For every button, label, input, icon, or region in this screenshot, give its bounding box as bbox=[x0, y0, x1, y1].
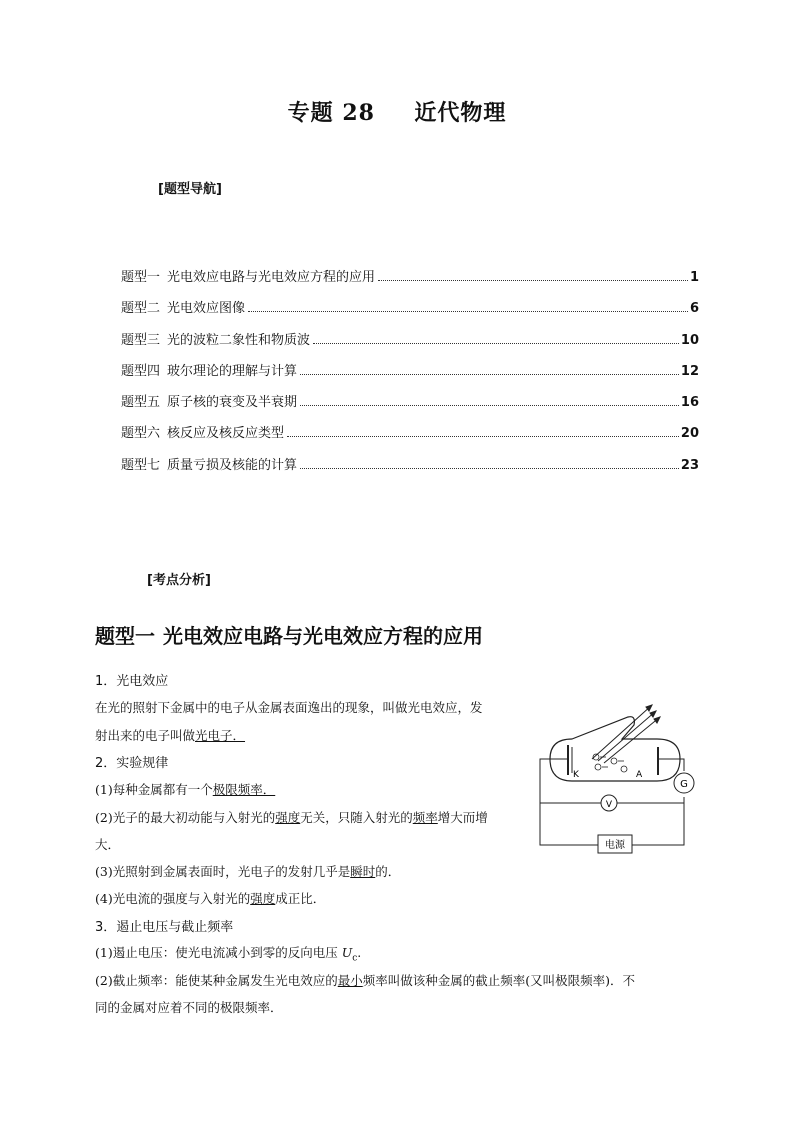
nav-label: [题型导航] bbox=[158, 182, 222, 197]
table-of-contents bbox=[121, 266, 699, 485]
toc-num: 题型四 bbox=[121, 363, 161, 379]
text-span: 频率叫做该种金属的截止频率(又叫极限频率)．不 bbox=[362, 973, 635, 988]
title-number: 28 bbox=[342, 100, 375, 126]
toc-text: 核反应及核反应类型 bbox=[167, 426, 285, 442]
cathode-label: K bbox=[573, 770, 579, 780]
text-span: (3)光照射到金属表面时，光电子的发射几乎是 bbox=[95, 864, 351, 879]
toc-leader bbox=[248, 311, 688, 312]
cathode bbox=[568, 745, 572, 775]
toc-leader bbox=[313, 343, 679, 344]
text-span: 射出来的电子叫做 bbox=[95, 728, 196, 743]
toc-page: 16 bbox=[680, 395, 699, 411]
toc-num: 题型六 bbox=[121, 426, 161, 442]
text-span: . bbox=[357, 945, 362, 960]
paragraph-line bbox=[95, 808, 488, 826]
toc-row[interactable] bbox=[121, 297, 699, 328]
toc-leader bbox=[378, 280, 688, 281]
toc-row[interactable] bbox=[121, 360, 699, 391]
underlined-term: 光电子． bbox=[195, 728, 246, 743]
toc-page: 1 bbox=[689, 270, 699, 285]
symbol-u: U bbox=[341, 945, 353, 960]
toc-page: 23 bbox=[680, 457, 699, 473]
toc-row[interactable] bbox=[121, 329, 699, 360]
subheading-3: 3．遏止电压与截止频率 bbox=[95, 920, 234, 935]
toc-text: 质量亏损及核能的计算 bbox=[167, 457, 298, 473]
text-span: (1)每种金属都有一个 bbox=[95, 782, 213, 797]
power-label: 电源 bbox=[605, 840, 625, 851]
paragraph-line: 大． bbox=[95, 837, 121, 852]
toc-page: 20 bbox=[680, 426, 699, 442]
page-title bbox=[0, 96, 794, 127]
toc-row[interactable] bbox=[121, 454, 699, 485]
toc-text: 光电效应图像 bbox=[167, 301, 246, 317]
text-span: 增大而增 bbox=[437, 810, 488, 825]
paragraph-line: 同的金属对应着不同的极限频率． bbox=[95, 1000, 283, 1015]
symbol-sub: c bbox=[352, 953, 358, 964]
text-span: 成正比． bbox=[275, 891, 326, 906]
toc-text: 原子核的衰变及半衰期 bbox=[167, 395, 298, 411]
photoelectric-circuit-diagram bbox=[532, 697, 702, 857]
galvanometer-label: G bbox=[680, 779, 688, 790]
subheading-1: 1．光电效应 bbox=[95, 674, 169, 689]
toc-row[interactable] bbox=[121, 422, 699, 453]
text-span: (2)截止频率：能使某种金属发生光电效应的 bbox=[95, 973, 338, 988]
voltmeter-label: V bbox=[605, 800, 613, 810]
toc-num: 题型三 bbox=[121, 332, 161, 348]
section-heading bbox=[95, 620, 483, 649]
toc-page: 12 bbox=[680, 363, 699, 379]
text-span: (4)光电流的强度与入射光的 bbox=[95, 891, 251, 906]
paragraph-line bbox=[95, 862, 400, 880]
section-num: 题型一 bbox=[95, 624, 155, 648]
text-span: (1)遏止电压：使光电流减小到零的反向电压 bbox=[95, 945, 342, 960]
toc-text: 玻尔理论的理解与计算 bbox=[167, 363, 298, 379]
text-span: 无关，只随入射光的 bbox=[300, 810, 413, 825]
text-span: 的． bbox=[375, 864, 401, 879]
analysis-label: [考点分析] bbox=[147, 573, 211, 588]
title-part1: 专题 bbox=[287, 100, 334, 126]
underlined-term: 强度 bbox=[275, 810, 301, 825]
toc-leader bbox=[300, 405, 679, 406]
section-title: 光电效应电路与光电效应方程的应用 bbox=[163, 624, 483, 648]
underlined-term: 瞬时 bbox=[350, 864, 376, 879]
underlined-term: 频率 bbox=[412, 810, 438, 825]
toc-text: 光的波粒二象性和物质波 bbox=[167, 332, 311, 348]
toc-leader bbox=[300, 468, 679, 469]
paragraph-line bbox=[95, 971, 635, 989]
title-part2: 近代物理 bbox=[414, 100, 507, 126]
toc-row[interactable] bbox=[121, 391, 699, 422]
anode-label: A bbox=[636, 770, 643, 780]
toc-leader bbox=[287, 436, 679, 437]
toc-text: 光电效应电路与光电效应方程的应用 bbox=[167, 270, 376, 285]
paragraph-line bbox=[95, 943, 361, 964]
toc-num: 题型五 bbox=[121, 395, 161, 411]
paragraph-line bbox=[95, 889, 325, 907]
underlined-term: 极限频率． bbox=[212, 782, 276, 797]
paragraph-line bbox=[95, 780, 275, 798]
vacuum-tube bbox=[550, 717, 680, 781]
electrons bbox=[593, 754, 627, 772]
toc-num: 题型七 bbox=[121, 457, 161, 473]
toc-page: 6 bbox=[689, 301, 699, 317]
subheading-2: 2．实验规律 bbox=[95, 756, 169, 771]
toc-leader bbox=[300, 374, 679, 375]
toc-num: 题型一 bbox=[121, 270, 161, 285]
toc-page: 10 bbox=[680, 332, 699, 348]
paragraph-line bbox=[95, 726, 245, 744]
underlined-term: 最小 bbox=[337, 973, 363, 988]
paragraph-line: 在光的照射下金属中的电子从金属表面逸出的现象，叫做光电效应，发 bbox=[95, 700, 483, 715]
text-span: (2)光子的最大初动能与入射光的 bbox=[95, 810, 276, 825]
underlined-term: 强度 bbox=[250, 891, 276, 906]
toc-num: 题型二 bbox=[121, 301, 161, 317]
toc-row[interactable] bbox=[121, 266, 699, 297]
